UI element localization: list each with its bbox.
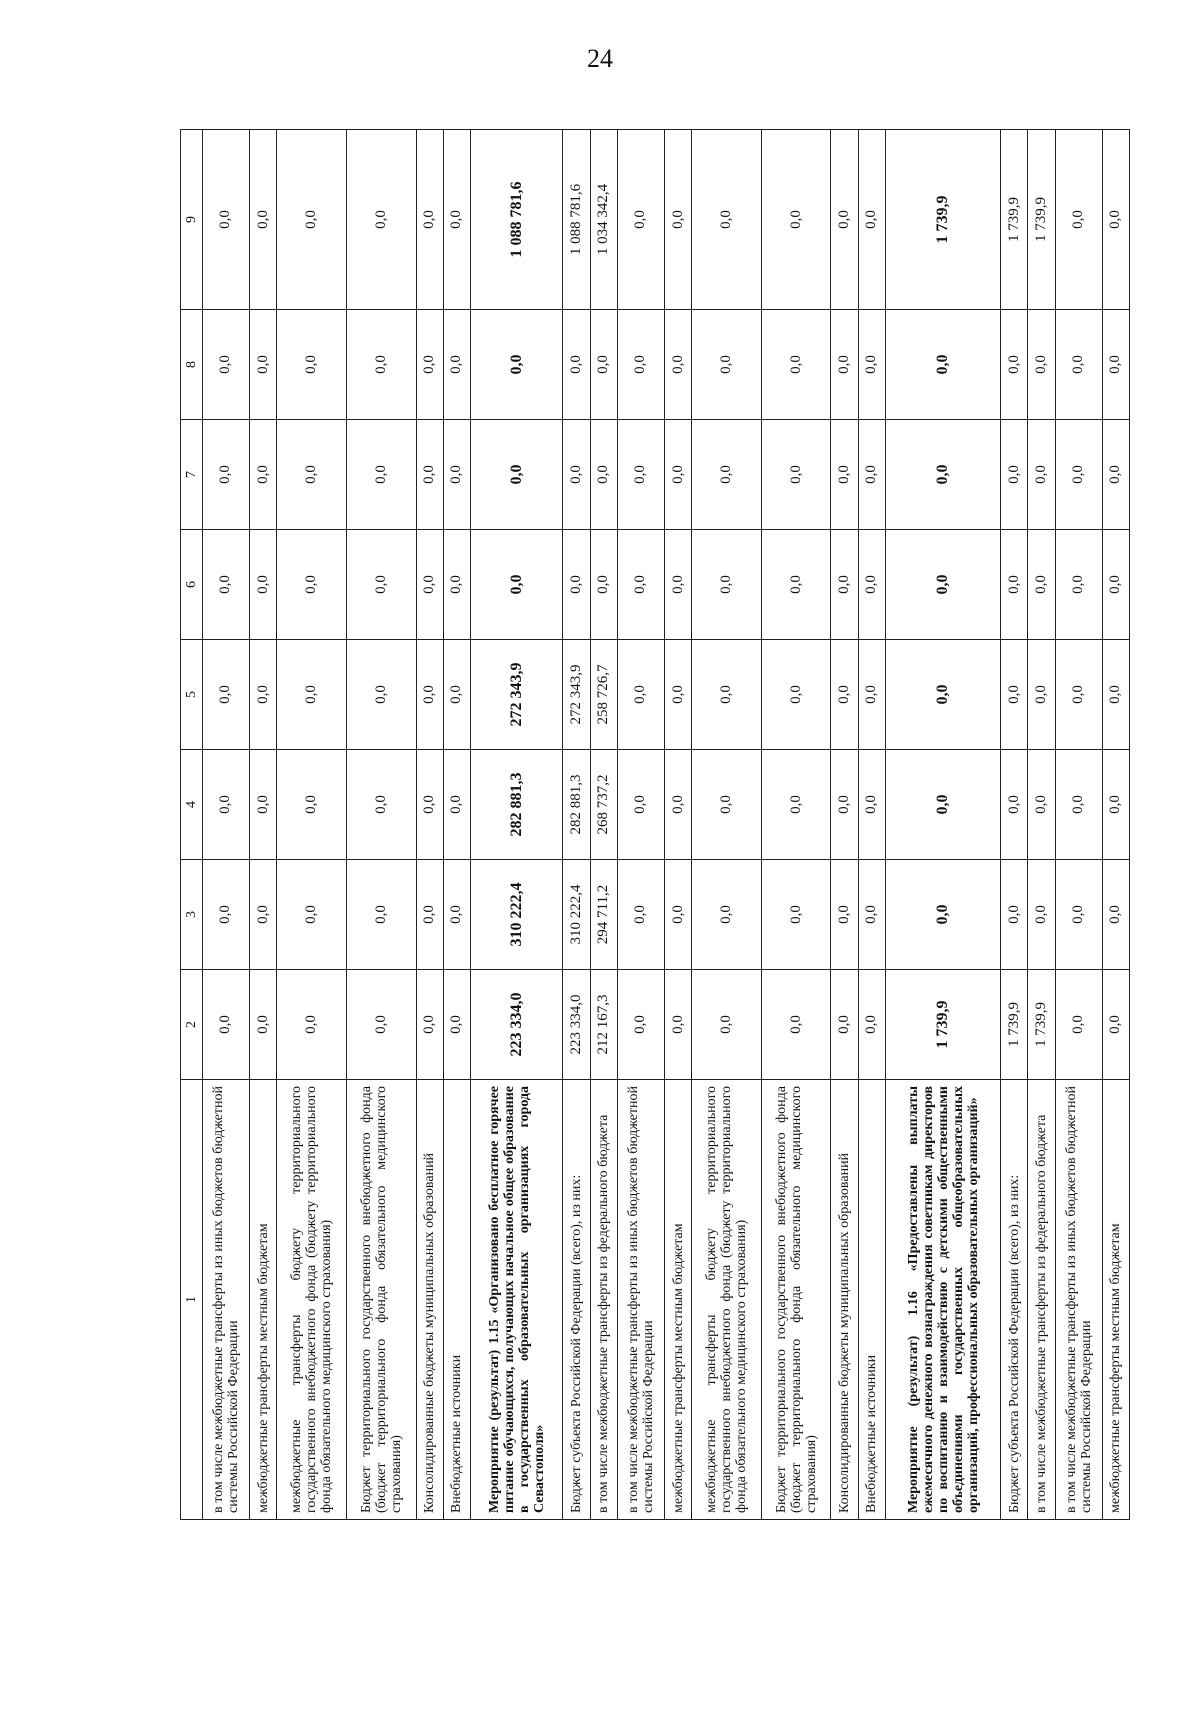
row-value: 0,0 xyxy=(761,750,831,860)
row-value: 1 034 342,4 xyxy=(590,130,617,310)
row-value: 0,0 xyxy=(277,530,347,640)
table-row xyxy=(692,130,762,1520)
row-value: 0,0 xyxy=(443,750,470,860)
row-value: 0,0 xyxy=(664,860,691,970)
header-row xyxy=(181,130,203,1520)
row-value: 0,0 xyxy=(664,750,691,860)
row-value: 0,0 xyxy=(416,860,443,970)
row-label: Консолидированные бюджеты муниципальных образований xyxy=(831,1080,858,1520)
row-value: 0,0 xyxy=(761,640,831,750)
row-value: 272 343,9 xyxy=(471,640,563,750)
row-value: 0,0 xyxy=(1028,860,1055,970)
row-value: 0,0 xyxy=(249,420,276,530)
row-value: 258 726,7 xyxy=(590,640,617,750)
row-value: 0,0 xyxy=(203,420,250,530)
row-value: 0,0 xyxy=(1028,310,1055,420)
row-value: 0,0 xyxy=(831,750,858,860)
row-value: 0,0 xyxy=(858,860,885,970)
row-value: 0,0 xyxy=(1102,130,1129,310)
row-value: 0,0 xyxy=(277,420,347,530)
row-value: 0,0 xyxy=(1028,420,1055,530)
column-header: 6 xyxy=(181,530,203,640)
row-value: 0,0 xyxy=(1102,640,1129,750)
row-value: 294 711,2 xyxy=(590,860,617,970)
table-row xyxy=(416,130,443,1520)
row-value: 0,0 xyxy=(692,530,762,640)
row-value: 0,0 xyxy=(617,860,664,970)
row-value: 212 167,3 xyxy=(590,970,617,1080)
row-value: 0,0 xyxy=(203,750,250,860)
row-value: 0,0 xyxy=(858,750,885,860)
row-value: 0,0 xyxy=(203,860,250,970)
row-value: 0,0 xyxy=(1102,750,1129,860)
row-value: 0,0 xyxy=(1055,420,1102,530)
row-value: 0,0 xyxy=(1055,310,1102,420)
row-value: 0,0 xyxy=(858,420,885,530)
row-value: 1 739,9 xyxy=(1001,130,1028,310)
row-value: 0,0 xyxy=(617,530,664,640)
row-value: 0,0 xyxy=(1055,970,1102,1080)
row-value: 0,0 xyxy=(416,530,443,640)
row-value: 0,0 xyxy=(617,750,664,860)
table-row xyxy=(443,130,470,1520)
column-header: 4 xyxy=(181,750,203,860)
row-label: Бюджет территориального государственного внебюджетного фонда (бюджет территориального фонда обязательного медицинского страхования) xyxy=(346,1080,416,1520)
table-row xyxy=(471,130,563,1520)
row-value: 268 737,2 xyxy=(590,750,617,860)
row-value: 0,0 xyxy=(471,420,563,530)
row-value: 0,0 xyxy=(590,310,617,420)
row-value: 0,0 xyxy=(692,970,762,1080)
row-value: 1 739,9 xyxy=(885,970,1000,1080)
table-row xyxy=(1055,130,1102,1520)
row-value: 0,0 xyxy=(249,530,276,640)
row-value: 1 088 781,6 xyxy=(471,130,563,310)
row-label: Мероприятие (результат) 1.16 «Предоставлены выплаты ежемесячного денежного вознаграждения советникам директоров по воспитанию и взаимодействию с детскими общественными объединениями государственных общеобразовательных организаций, профессиональных образовательных организаций» xyxy=(885,1080,1000,1520)
row-value: 0,0 xyxy=(203,970,250,1080)
row-value: 0,0 xyxy=(1102,310,1129,420)
row-value: 0,0 xyxy=(277,860,347,970)
table-row xyxy=(203,130,250,1520)
row-value: 0,0 xyxy=(346,420,416,530)
row-value: 0,0 xyxy=(692,420,762,530)
row-value: 0,0 xyxy=(617,130,664,310)
row-value: 0,0 xyxy=(203,130,250,310)
row-label: в том числе межбюджетные трансферты из федерального бюджета xyxy=(1028,1080,1055,1520)
row-value: 0,0 xyxy=(416,970,443,1080)
row-value: 0,0 xyxy=(277,310,347,420)
row-value: 0,0 xyxy=(761,530,831,640)
row-value: 0,0 xyxy=(1102,860,1129,970)
row-value: 0,0 xyxy=(1055,750,1102,860)
row-value: 0,0 xyxy=(346,130,416,310)
row-value: 0,0 xyxy=(761,970,831,1080)
row-value: 0,0 xyxy=(443,310,470,420)
row-value: 0,0 xyxy=(249,640,276,750)
row-value: 0,0 xyxy=(692,750,762,860)
row-value: 0,0 xyxy=(617,640,664,750)
row-value: 0,0 xyxy=(346,970,416,1080)
row-value: 0,0 xyxy=(664,130,691,310)
row-value: 0,0 xyxy=(761,310,831,420)
row-value: 0,0 xyxy=(761,860,831,970)
row-value: 0,0 xyxy=(761,130,831,310)
row-value: 310 222,4 xyxy=(563,860,590,970)
row-value: 1 739,9 xyxy=(1028,130,1055,310)
column-header: 7 xyxy=(181,420,203,530)
table-row xyxy=(277,130,347,1520)
row-value: 0,0 xyxy=(416,130,443,310)
row-value: 223 334,0 xyxy=(471,970,563,1080)
row-value: 0,0 xyxy=(1102,970,1129,1080)
row-value: 1 739,9 xyxy=(1028,970,1055,1080)
table-row xyxy=(664,130,691,1520)
row-label: межбюджетные трансферты бюджету территориального государственного внебюджетного фонда (бюджету территориального фонда обязательного медицинского страхования) xyxy=(692,1080,762,1520)
row-value: 0,0 xyxy=(1102,420,1129,530)
row-value: 0,0 xyxy=(1001,530,1028,640)
row-label: в том числе межбюджетные трансферты из федерального бюджета xyxy=(590,1080,617,1520)
row-label: в том числе межбюджетные трансферты из иных бюджетов бюджетной системы Российской Федерации xyxy=(617,1080,664,1520)
budget-table xyxy=(180,129,1130,1520)
row-value: 0,0 xyxy=(1001,860,1028,970)
row-value: 0,0 xyxy=(617,420,664,530)
row-value: 0,0 xyxy=(664,530,691,640)
column-header: 3 xyxy=(181,860,203,970)
row-value: 0,0 xyxy=(1055,130,1102,310)
column-header: 8 xyxy=(181,310,203,420)
table-row xyxy=(831,130,858,1520)
row-value: 223 334,0 xyxy=(563,970,590,1080)
row-value: 0,0 xyxy=(563,310,590,420)
row-value: 0,0 xyxy=(885,420,1000,530)
row-value: 0,0 xyxy=(563,420,590,530)
row-value: 0,0 xyxy=(590,530,617,640)
table-body xyxy=(203,130,1130,1520)
row-value: 0,0 xyxy=(1028,640,1055,750)
row-value: 0,0 xyxy=(885,860,1000,970)
row-label: межбюджетные трансферты местным бюджетам xyxy=(664,1080,691,1520)
row-value: 310 222,4 xyxy=(471,860,563,970)
row-value: 0,0 xyxy=(416,420,443,530)
row-value: 0,0 xyxy=(831,970,858,1080)
table-row xyxy=(761,130,831,1520)
page-number: 24 xyxy=(587,44,613,73)
row-value: 0,0 xyxy=(277,970,347,1080)
row-label: межбюджетные трансферты бюджету территориального государственного внебюджетного фонда (бюджету территориального фонда обязательного медицинского страхования) xyxy=(277,1080,347,1520)
row-value: 0,0 xyxy=(1001,750,1028,860)
row-label: Консолидированные бюджеты муниципальных образований xyxy=(416,1080,443,1520)
row-value: 0,0 xyxy=(277,130,347,310)
row-value: 282 881,3 xyxy=(471,750,563,860)
row-label: Мероприятие (результат) 1.15 «Организовано бесплатное горячее питание обучающихся, получающих начальное общее образование в государственных образовательных организациях города Севастополя» xyxy=(471,1080,563,1520)
row-value: 0,0 xyxy=(692,130,762,310)
row-value: 1 739,9 xyxy=(885,130,1000,310)
row-value: 0,0 xyxy=(664,420,691,530)
row-value: 0,0 xyxy=(831,420,858,530)
row-label: Внебюджетные источники xyxy=(858,1080,885,1520)
row-value: 0,0 xyxy=(471,310,563,420)
row-value: 0,0 xyxy=(692,860,762,970)
row-value: 0,0 xyxy=(471,530,563,640)
row-value: 0,0 xyxy=(885,530,1000,640)
row-value: 0,0 xyxy=(346,860,416,970)
row-value: 0,0 xyxy=(346,750,416,860)
row-value: 1 739,9 xyxy=(1001,970,1028,1080)
row-value: 0,0 xyxy=(831,530,858,640)
row-value: 0,0 xyxy=(443,640,470,750)
table-row xyxy=(346,130,416,1520)
row-value: 272 343,9 xyxy=(563,640,590,750)
row-value: 1 088 781,6 xyxy=(563,130,590,310)
row-value: 0,0 xyxy=(249,130,276,310)
row-value: 0,0 xyxy=(692,640,762,750)
table-row xyxy=(885,130,1000,1520)
row-value: 0,0 xyxy=(346,640,416,750)
row-value: 0,0 xyxy=(203,310,250,420)
row-label: Бюджет территориального государственного внебюджетного фонда (бюджет территориального фонда обязательного медицинского страхования) xyxy=(761,1080,831,1520)
row-value: 0,0 xyxy=(617,970,664,1080)
row-value: 0,0 xyxy=(664,970,691,1080)
row-value: 0,0 xyxy=(1001,640,1028,750)
row-value: 0,0 xyxy=(443,420,470,530)
row-label: межбюджетные трансферты местным бюджетам xyxy=(1102,1080,1129,1520)
row-value: 0,0 xyxy=(1102,530,1129,640)
table-row xyxy=(1102,130,1129,1520)
row-value: 0,0 xyxy=(1055,640,1102,750)
column-header: 1 xyxy=(181,1080,203,1520)
row-value: 0,0 xyxy=(443,860,470,970)
table-row xyxy=(590,130,617,1520)
row-value: 0,0 xyxy=(692,310,762,420)
row-value: 0,0 xyxy=(617,310,664,420)
row-label: Бюджет субъекта Российской Федерации (всего), из них: xyxy=(1001,1080,1028,1520)
row-value: 0,0 xyxy=(831,640,858,750)
row-value: 0,0 xyxy=(831,860,858,970)
rotated-table-container xyxy=(180,130,1130,1520)
row-label: Внебюджетные источники xyxy=(443,1080,470,1520)
row-value: 0,0 xyxy=(203,640,250,750)
table-row xyxy=(1028,130,1055,1520)
table-row xyxy=(858,130,885,1520)
row-label: в том числе межбюджетные трансферты из иных бюджетов бюджетной системы Российской Федерации xyxy=(1055,1080,1102,1520)
row-value: 0,0 xyxy=(277,640,347,750)
row-value: 0,0 xyxy=(858,640,885,750)
column-header: 5 xyxy=(181,640,203,750)
row-value: 0,0 xyxy=(885,310,1000,420)
row-value: 0,0 xyxy=(831,310,858,420)
row-label: в том числе межбюджетные трансферты из иных бюджетов бюджетной системы Российской Федерации xyxy=(203,1080,250,1520)
row-value: 0,0 xyxy=(203,530,250,640)
row-value: 0,0 xyxy=(858,970,885,1080)
row-value: 0,0 xyxy=(885,750,1000,860)
row-value: 0,0 xyxy=(443,970,470,1080)
row-value: 0,0 xyxy=(416,640,443,750)
table-row xyxy=(249,130,276,1520)
row-value: 0,0 xyxy=(563,530,590,640)
column-header: 9 xyxy=(181,130,203,310)
row-value: 0,0 xyxy=(858,130,885,310)
row-value: 0,0 xyxy=(1028,750,1055,860)
row-value: 0,0 xyxy=(346,530,416,640)
row-value: 0,0 xyxy=(664,310,691,420)
row-value: 0,0 xyxy=(443,130,470,310)
row-value: 0,0 xyxy=(249,310,276,420)
row-value: 0,0 xyxy=(1001,420,1028,530)
row-label: Бюджет субъекта Российской Федерации (всего), из них: xyxy=(563,1080,590,1520)
row-label: межбюджетные трансферты местным бюджетам xyxy=(249,1080,276,1520)
row-value: 0,0 xyxy=(885,640,1000,750)
column-header: 2 xyxy=(181,970,203,1080)
row-value: 0,0 xyxy=(416,310,443,420)
row-value: 0,0 xyxy=(831,130,858,310)
row-value: 0,0 xyxy=(761,420,831,530)
row-value: 0,0 xyxy=(277,750,347,860)
table-row xyxy=(563,130,590,1520)
row-value: 0,0 xyxy=(416,750,443,860)
table-row xyxy=(1001,130,1028,1520)
row-value: 0,0 xyxy=(1055,530,1102,640)
row-value: 0,0 xyxy=(1055,860,1102,970)
row-value: 0,0 xyxy=(249,750,276,860)
row-value: 0,0 xyxy=(346,310,416,420)
row-value: 0,0 xyxy=(1028,530,1055,640)
row-value: 282 881,3 xyxy=(563,750,590,860)
row-value: 0,0 xyxy=(249,970,276,1080)
row-value: 0,0 xyxy=(858,310,885,420)
row-value: 0,0 xyxy=(590,420,617,530)
row-value: 0,0 xyxy=(858,530,885,640)
table-row xyxy=(617,130,664,1520)
row-value: 0,0 xyxy=(1001,310,1028,420)
row-value: 0,0 xyxy=(664,640,691,750)
row-value: 0,0 xyxy=(443,530,470,640)
row-value: 0,0 xyxy=(249,860,276,970)
